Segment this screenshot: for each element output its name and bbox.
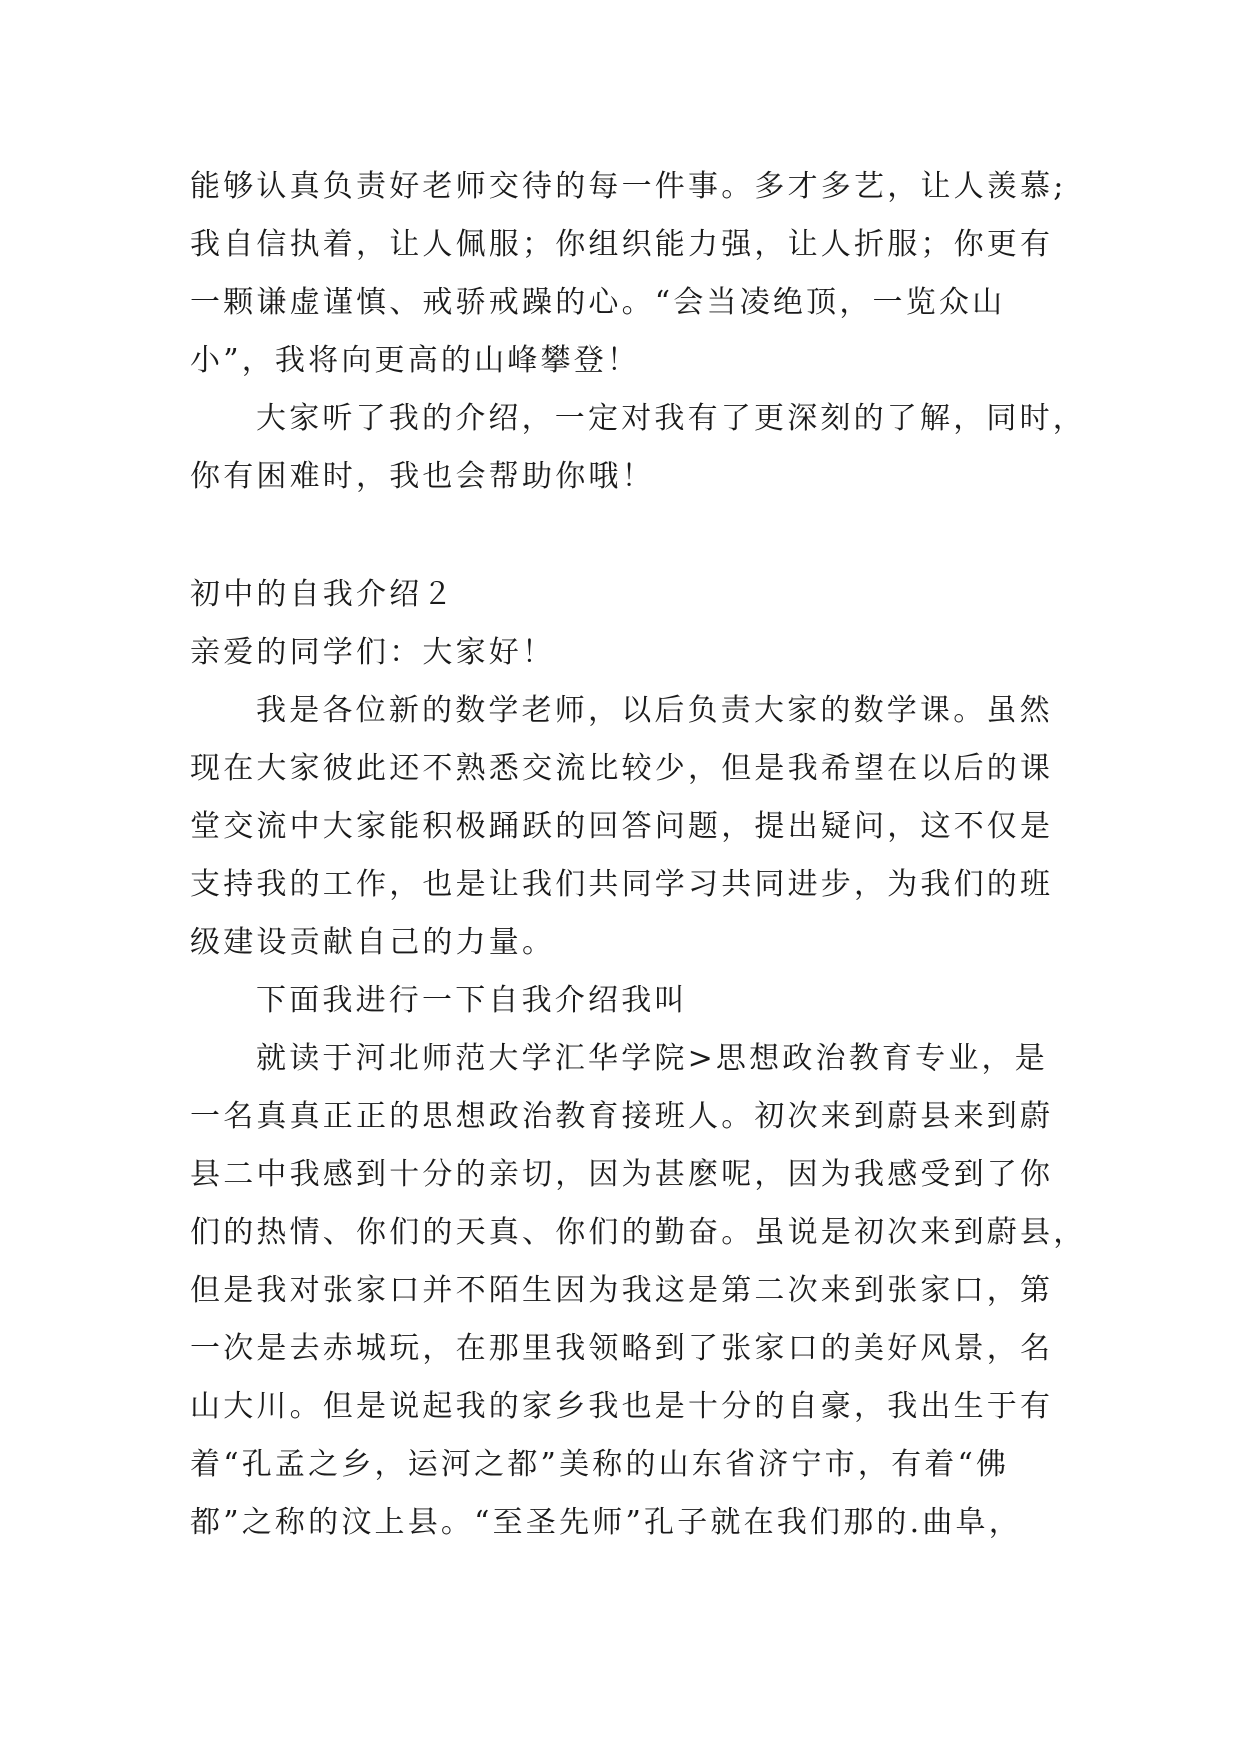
text-line: 都”之称的汶上县。“至圣先师”孔子就在我们那的.曲阜， bbox=[190, 1505, 1022, 1540]
section-heading: 初中的自我介绍２ bbox=[190, 577, 456, 612]
text-line: 现在大家彼此还不熟悉交流比较少，但是我希望在以后的课 bbox=[190, 751, 1054, 786]
greeting-line: 亲爱的同学们：大家好！ bbox=[190, 635, 556, 670]
text-line: 但是我对张家口并不陌生因为我这是第二次来到张家口，第 bbox=[190, 1273, 1054, 1308]
text-line: 堂交流中大家能积极踊跃的回答问题，提出疑问，这不仅是 bbox=[190, 809, 1054, 844]
text-line: 山大川。但是说起我的家乡我也是十分的自豪，我出生于有 bbox=[190, 1389, 1054, 1424]
paragraph-first-line: 大家听了我的介绍，一定对我有了更深刻的了解，同时， bbox=[256, 401, 1086, 436]
text-line: 一次是去赤城玩，在那里我领略到了张家口的美好风景，名 bbox=[190, 1331, 1054, 1366]
paragraph-first-line: 我是各位新的数学老师，以后负责大家的数学课。虽然 bbox=[256, 693, 1053, 728]
text-line: 我自信执着，让人佩服；你组织能力强，让人折服；你更有 bbox=[190, 227, 1054, 262]
text-line: 着“孔孟之乡，运河之都”美称的山东省济宁市，有着“佛 bbox=[190, 1447, 1010, 1482]
text-line: 级建设贡献自己的力量。 bbox=[190, 925, 556, 960]
text-line: 能够认真负责好老师交待的每一件事。多才多艺，让人羡慕; bbox=[190, 169, 1067, 204]
text-line: 你有困难时，我也会帮助你哦！ bbox=[190, 459, 655, 494]
text-line: 支持我的工作，也是让我们共同学习共同进步，为我们的班 bbox=[190, 867, 1054, 902]
text-line: 一颗谦虚谨慎、戒骄戒躁的心。“会当凌绝顶，一览众山 bbox=[190, 285, 1006, 320]
text-line: 们的热情、你们的天真、你们的勤奋。虽说是初次来到蔚县， bbox=[190, 1215, 1087, 1250]
text-line: 小”，我将向更高的山峰攀登！ bbox=[190, 343, 641, 378]
text-line: 县二中我感到十分的亲切，因为甚麽呢，因为我感受到了你 bbox=[190, 1157, 1054, 1192]
text-line: 一名真真正正的思想政治教育接班人。初次来到蔚县来到蔚 bbox=[190, 1099, 1054, 1134]
paragraph-first-line: 下面我进行一下自我介绍我叫 bbox=[256, 983, 688, 1018]
paragraph-first-line: 就读于河北师范大学汇华学院>思想政治教育专业，是 bbox=[256, 1041, 1048, 1076]
